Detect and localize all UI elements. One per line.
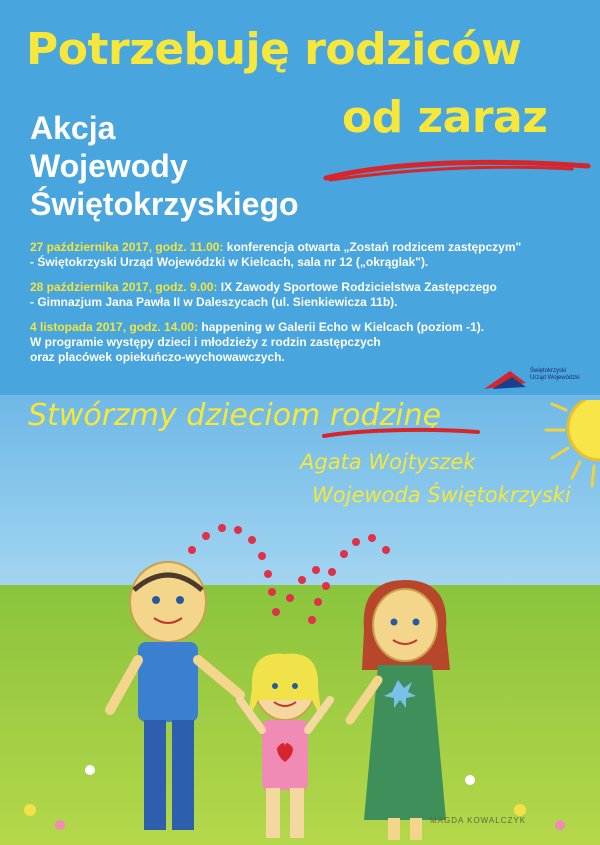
father-figure [110,562,240,830]
org-line-3: Świętokrzyskiego [30,186,299,222]
family-drawing [0,520,600,845]
heart-icon [188,524,390,624]
event-text: - Świętokrzyski Urząd Wojewódzki w Kielcach, sala nr 12 („okrąglak"). [30,255,429,269]
event-text: W programie występy dzieci i młodzieży z rodzin zastępczych [30,335,381,349]
logo-text: Świętokrzyski Urząd Wojewódzki [530,368,580,381]
child-figure [240,654,330,838]
event-text: IX Zawody Sportowe Rodzicielstwa Zastępczego [217,280,497,294]
signature-title: Wojewoda Świętokrzyski [312,483,571,507]
slogan: Stwórzmy dzieciom rodzinę [28,398,442,433]
event-text: - Gimnazjum Jana Pawła II w Daleszycach (ul. Sienkiewicza 11b). [30,295,398,309]
event-item [30,320,550,365]
event-text: oraz placówek opiekuńczo-wychowawczych. [30,350,285,364]
event-text: konferencja otwarta „Zostań rodzicem zastępczym" [223,240,522,254]
sun-icon [530,400,600,490]
main-title-line1: Potrzebuję rodziców [26,24,522,75]
mother-figure [350,580,450,840]
org-line-1: Akcja [30,110,116,146]
event-list [30,240,550,375]
signature-name: Agata Wojtyszek [300,450,476,474]
event-date: 28 października 2017, godz. 9.00: [30,280,218,294]
event-item [30,240,550,270]
event-text: happening w Galerii Echo w Kielcach (poziom -1). [198,320,485,334]
main-title-line2: od zaraz [342,92,548,143]
event-date: 4 listopada 2017, godz. 14.00: [30,320,199,334]
artist-signature: MAGDA KOWALCZYK [430,816,527,825]
event-date: 27 października 2017, godz. 11.00: [30,240,224,254]
event-item [30,280,550,310]
slogan-underline-swoosh [322,426,482,440]
red-underline-swoosh [322,152,592,182]
org-line-2: Wojewody [30,148,188,184]
